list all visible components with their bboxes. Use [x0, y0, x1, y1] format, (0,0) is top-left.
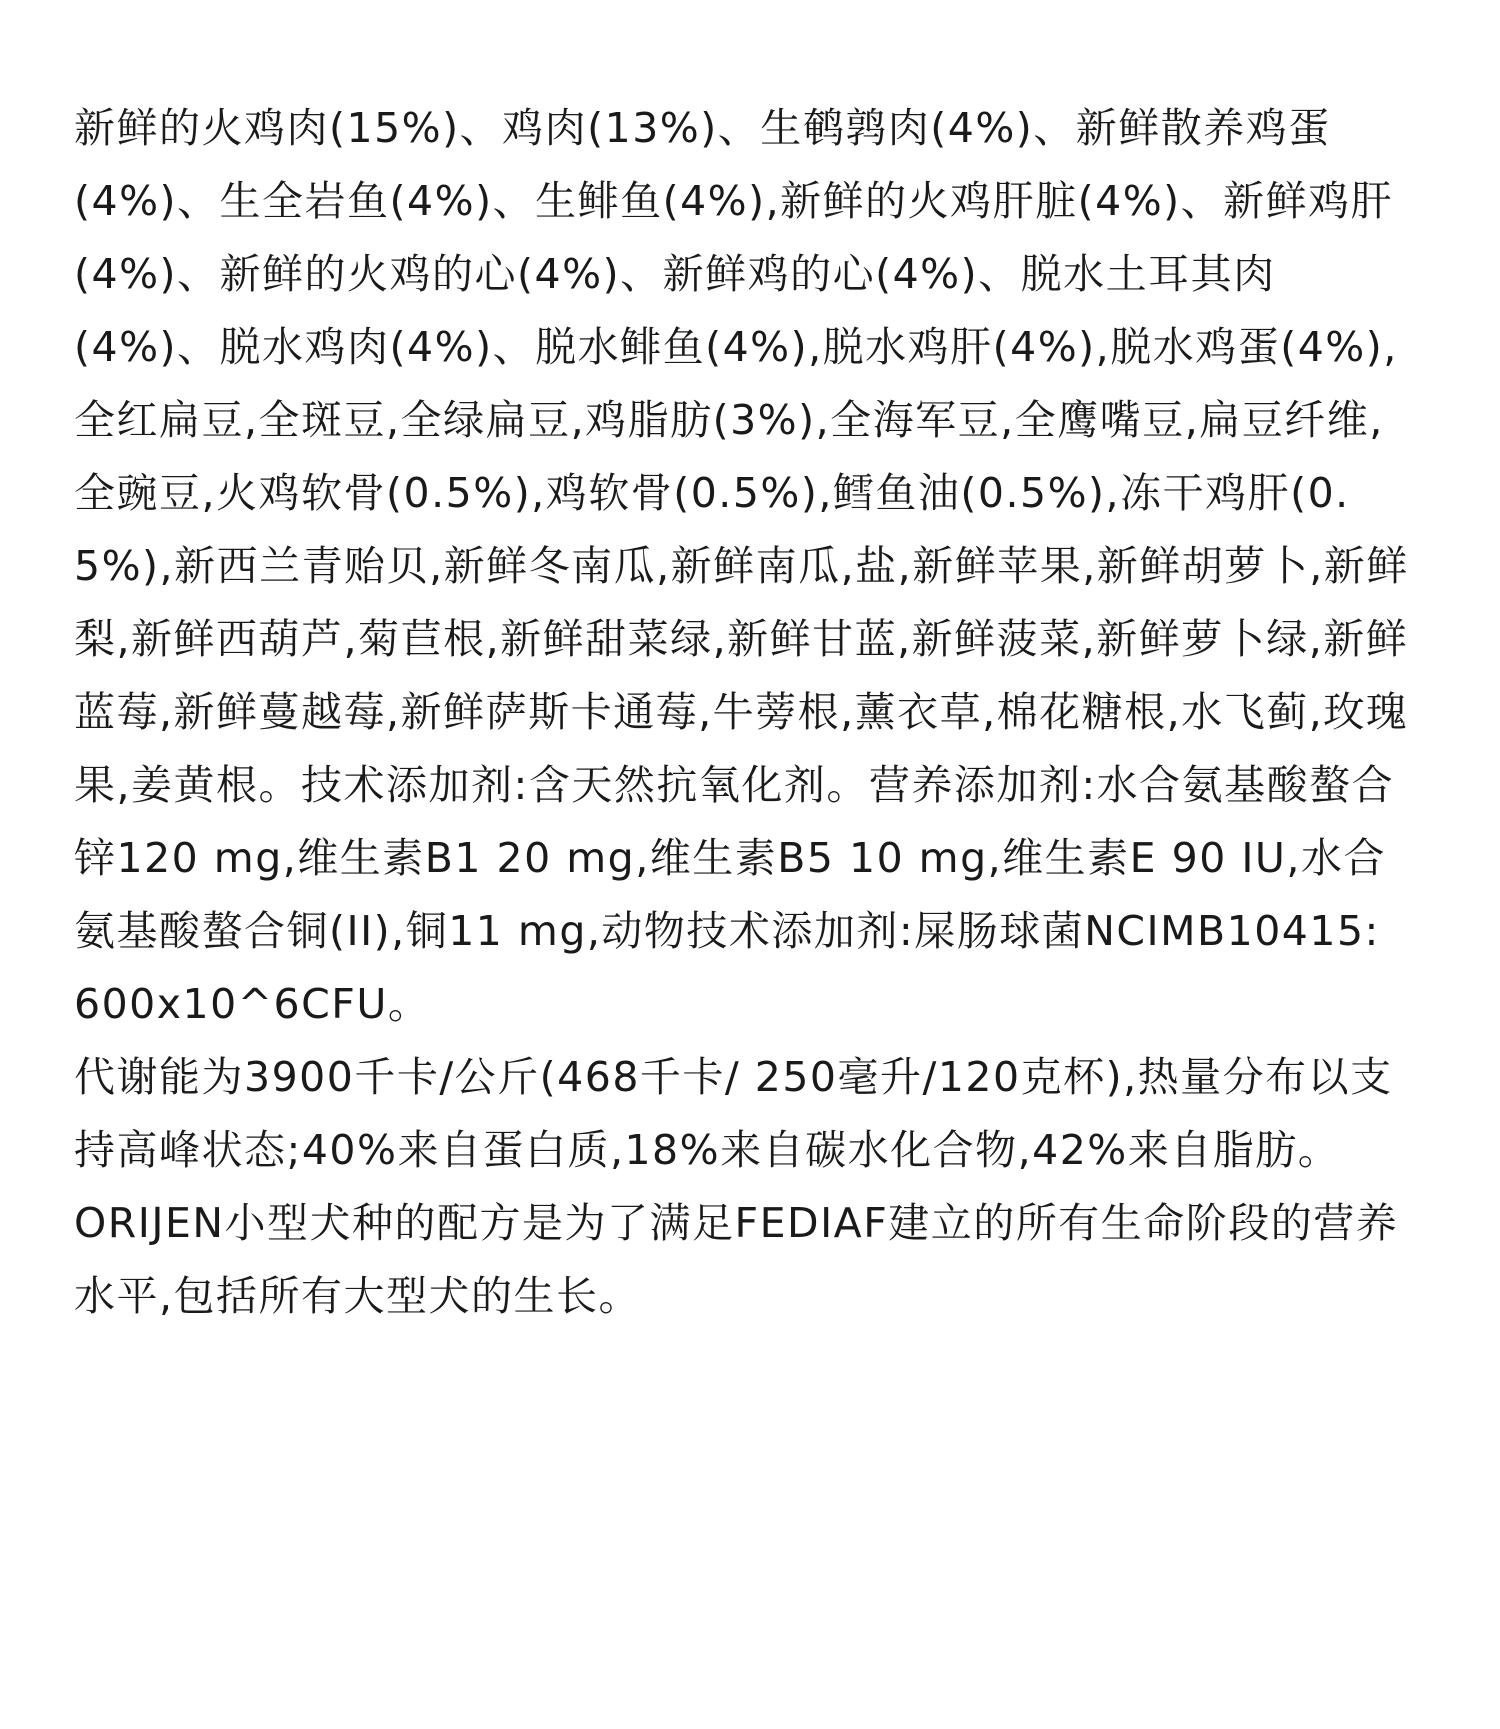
energy-paragraph: 代谢能为3900千卡/公斤(468千卡/ 250毫升/120克杯),热量分布以支持高峰状态;40%来自蛋白质,18%来自碳水化合物,42%来自脂肪。 [74, 1053, 1393, 1174]
ingredients-paragraph: 新鲜的火鸡肉(15%)、鸡肉(13%)、生鹌鹑肉(4%)、新鲜散养鸡蛋(4%)、生全岩鱼(4%)、生鲱鱼(4%),新鲜的火鸡肝脏(4%)、新鲜鸡肝(4%)、新鲜的火鸡的心(4%)、新鲜鸡的心(4%)、脱水土耳其肉(4%)、脱水鸡肉(4%)、脱水鲱鱼(4%),脱水鸡肝(4%),脱水鸡蛋(4%),全红扁豆,全斑豆,全绿扁豆,鸡脂肪(3%),全海军豆,全鹰嘴豆,扁豆纤维,全豌豆,火鸡软骨(0.5%),鸡软骨(0.5%),鳕鱼油(0.5%),冻干鸡肝(0.5%),新西兰青贻贝,新鲜冬南瓜,新鲜南瓜,盐,新鲜苹果,新鲜胡萝卜,新鲜梨,新鲜西葫芦,菊苣根,新鲜甜菜绿,新鲜甘蓝,新鲜菠菜,新鲜萝卜绿,新鲜蓝莓,新鲜蔓越莓,新鲜萨斯卡通莓,牛蒡根,薰衣草,棉花糖根,水飞蓟,玫瑰果,姜黄根。技术添加剂:含天然抗氧化剂。营养添加剂:水合氨基酸螯合锌120 mg,维生素B1 20 mg,维生素B5 10 mg,维生素E 90 IU,水合氨基酸螯合铜(II),铜11 mg,动物技术添加剂:屎肠球菌NCIMB10415: 600x10^6CFU。 [74, 104, 1409, 1028]
document-body [74, 92, 1420, 1333]
standard-paragraph: ORIJEN小型犬种的配方是为了满足FEDIAF建立的所有生命阶段的营养水平,包括所有大型犬的生长。 [74, 1199, 1399, 1320]
